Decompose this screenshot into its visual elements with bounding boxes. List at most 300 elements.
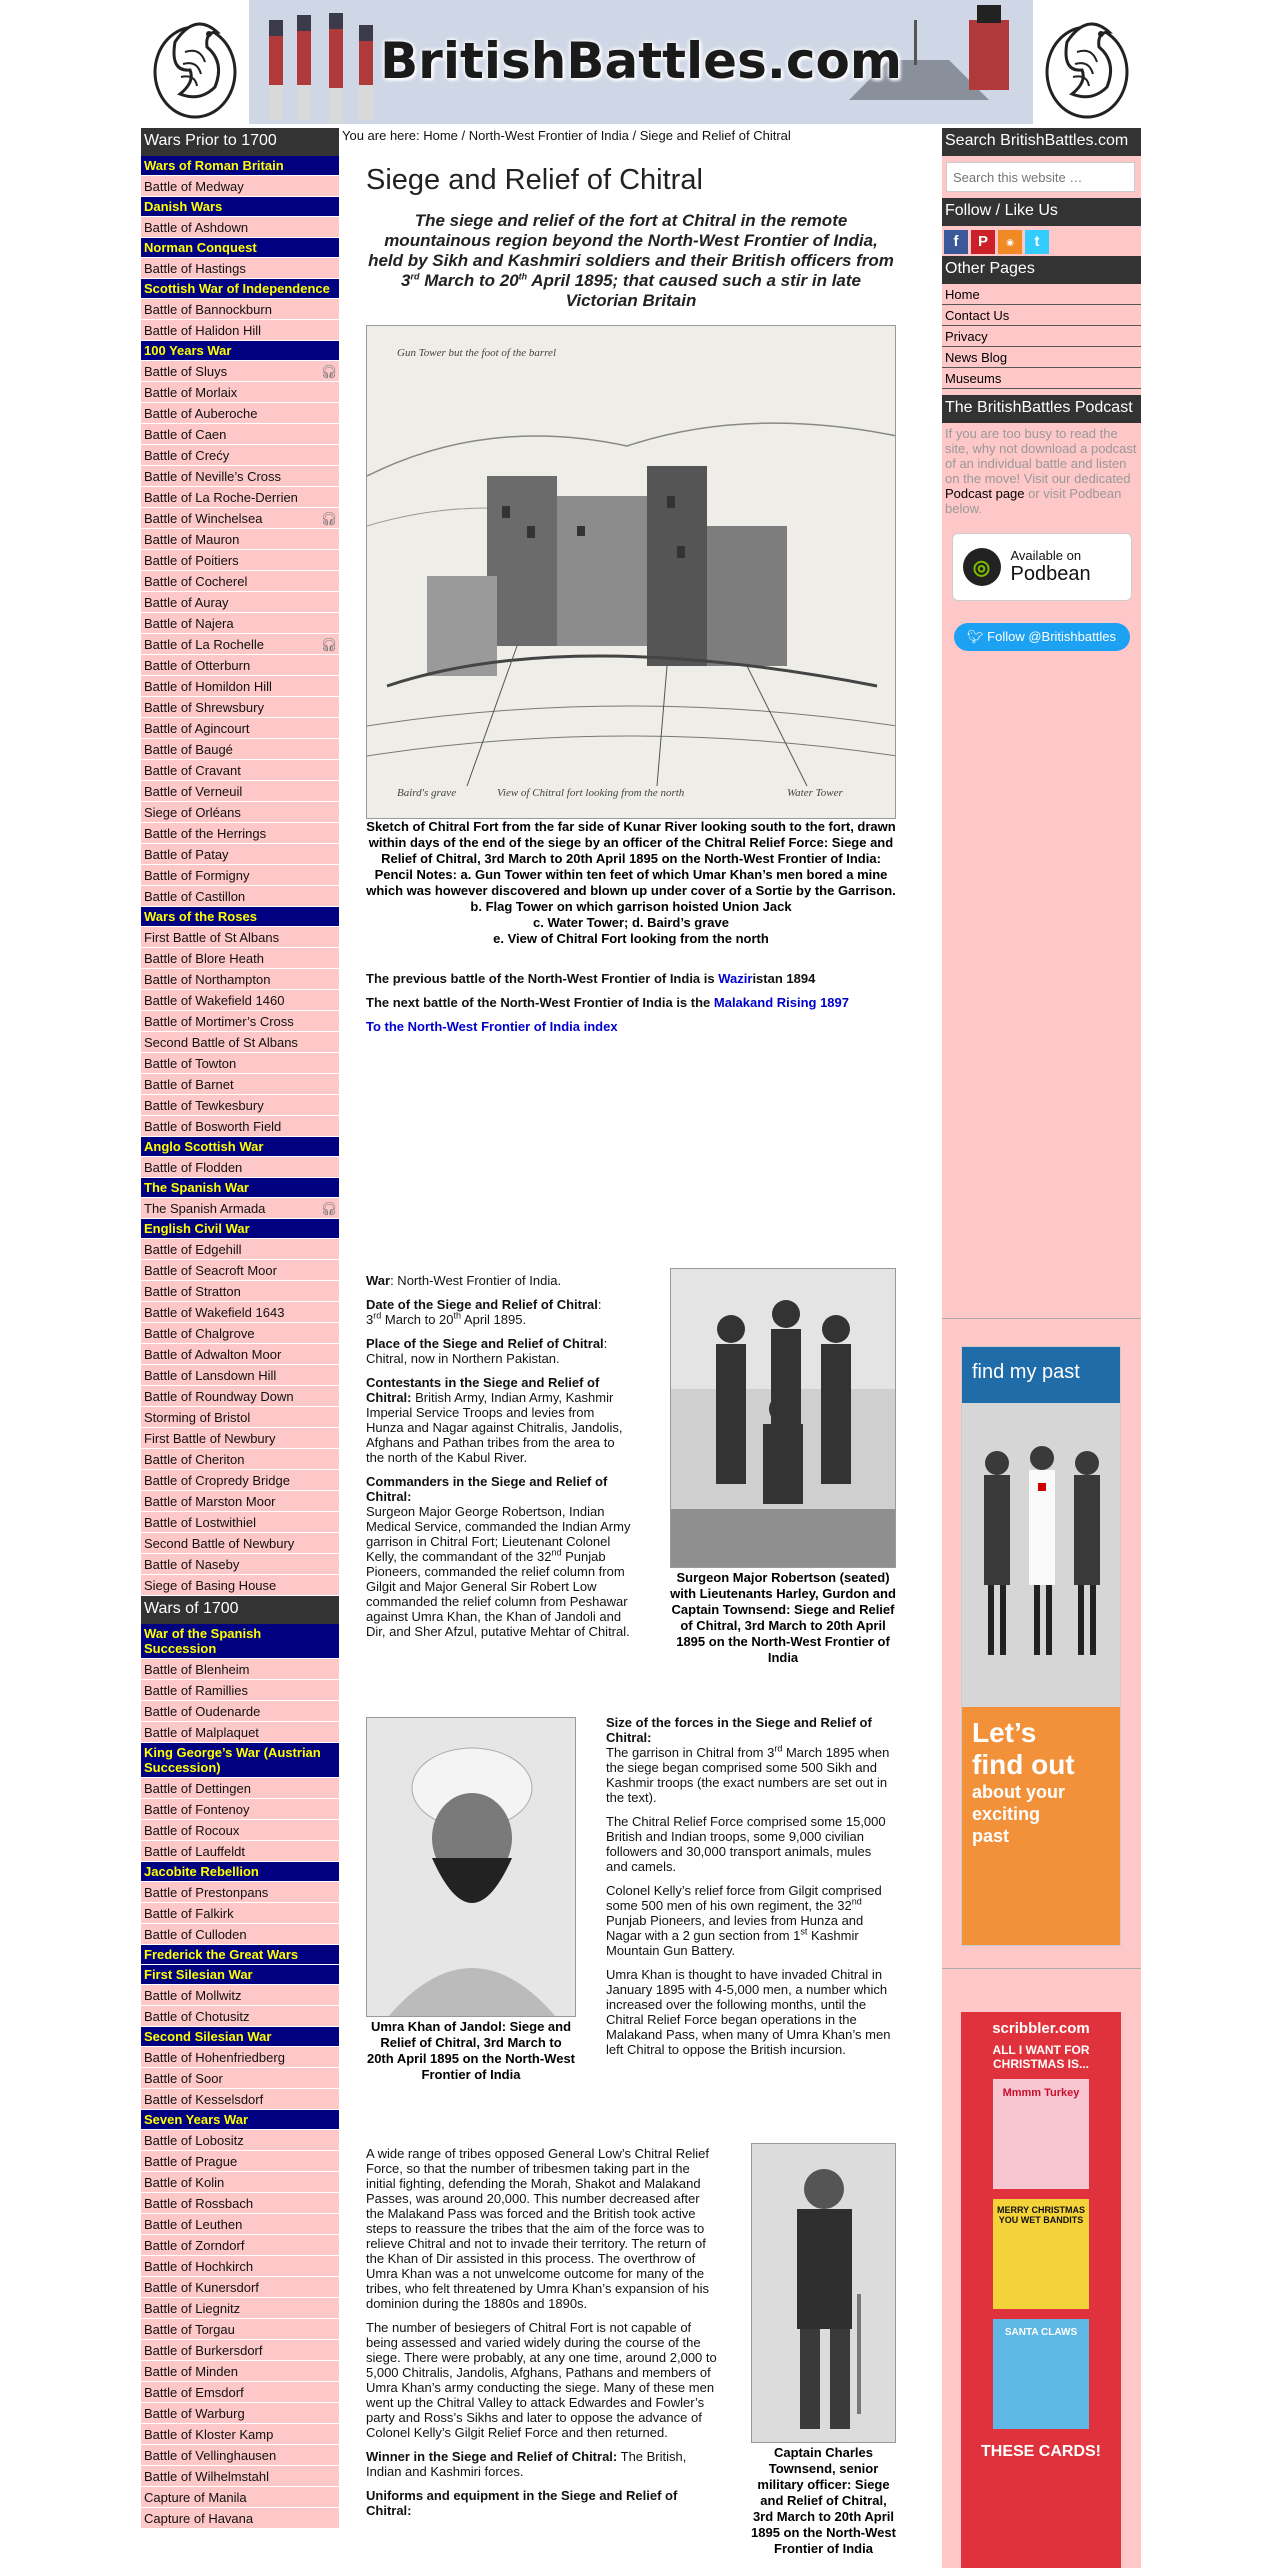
nav-war-group — [141, 156, 339, 176]
size-sup: st — [800, 1926, 808, 1937]
nav-label: Battle of Tewkesbury — [144, 1098, 264, 1113]
nav-battle-link[interactable] — [141, 424, 339, 445]
nav-label: English Civil War — [144, 1221, 250, 1236]
podcast-text — [942, 423, 1141, 519]
nav-battle-link[interactable] — [141, 969, 339, 990]
nav-battle-link[interactable] — [141, 739, 339, 760]
nav-label: Battle of Neville’s Cross — [144, 469, 282, 484]
nav-battle-link[interactable] — [141, 1053, 339, 1074]
nav-battle-link[interactable] — [141, 948, 339, 969]
ad1-line: past — [972, 1826, 1010, 1846]
nav-label: Battle of Wakefield 1460 — [144, 993, 285, 1008]
pencil-note: View of Chitral fort looking from the north — [497, 787, 685, 799]
nav-battle-link[interactable] — [141, 2089, 339, 2110]
commanders-sup: nd — [551, 1547, 562, 1558]
women-walking-image — [962, 1403, 1120, 1707]
nav-battle-link[interactable] — [141, 1799, 339, 1820]
right-sidebar — [942, 128, 1141, 2568]
nav-battle-link[interactable] — [141, 508, 339, 529]
next-text: The next battle of the North-West Frontier of India is the — [366, 995, 714, 1010]
nav-battle-link[interactable] — [141, 2151, 339, 2172]
podcast-page-link[interactable]: Podcast page — [945, 486, 1025, 501]
nav-battle-link[interactable] — [141, 1841, 339, 1862]
nav-battle-link[interactable] — [141, 550, 339, 571]
nav-battle-link[interactable] — [141, 1428, 339, 1449]
other-pages-heading: Other Pages — [942, 256, 1141, 284]
nav-battle-link[interactable] — [141, 2256, 339, 2277]
commanders-label: Commanders in the Siege and Relief of Chitral: — [366, 1474, 608, 1504]
nav-label: Battle of Rocoux — [144, 1823, 240, 1838]
nav-battle-link[interactable] — [141, 760, 339, 781]
nav-label: Battle of Winchelsea — [144, 511, 263, 526]
nav-battle-link[interactable] — [141, 176, 339, 197]
tribes-section — [366, 2146, 721, 2527]
nav-label: Battle of Cheriton — [144, 1452, 245, 1467]
other-page-privacy[interactable]: Privacy — [942, 326, 1141, 347]
nav-battle-link[interactable] — [141, 2424, 339, 2445]
nav-label: Battle of Lansdown Hill — [144, 1368, 277, 1383]
podcast-heading: The BritishBattles Podcast — [942, 395, 1141, 423]
nav-battle-link[interactable] — [141, 2172, 339, 2193]
twitter-icon[interactable]: t — [1025, 230, 1049, 254]
nav-battle-link[interactable] — [141, 571, 339, 592]
nav-label: Battle of Auray — [144, 595, 229, 610]
pencil-note: Gun Tower but the foot of the barrel — [397, 347, 556, 359]
nav-battle-link[interactable] — [141, 466, 339, 487]
nav-label: Battle of Barnet — [144, 1077, 234, 1092]
social-icons — [942, 226, 1141, 256]
nav-war-group — [141, 238, 339, 258]
nav-battle-link[interactable] — [141, 258, 339, 279]
nav-label: Battle of Wakefield 1643 — [144, 1305, 285, 1320]
nav-battle-link[interactable] — [141, 865, 339, 886]
war-label: War — [366, 1273, 391, 1288]
size-text: Colonel Kelly’s relief force from Gilgit comprised some 500 men of his own regiment, the 32 — [606, 1883, 882, 1913]
nav-label: Battle of Marston Moor — [144, 1494, 276, 1509]
nav-label: Battle of Oudenarde — [144, 1704, 261, 1719]
nav-battle-link[interactable] — [141, 1533, 339, 1554]
podbean-badge[interactable] — [952, 533, 1132, 601]
nav-battle-link[interactable] — [141, 529, 339, 550]
other-page-home[interactable]: Home — [942, 284, 1141, 305]
nav-label: Battle of Lauffeldt — [144, 1844, 245, 1859]
prev-text: The previous battle of the North-West Frontier of India is — [366, 971, 719, 986]
nav-battle-link[interactable] — [141, 1985, 339, 2006]
nav-battle-link[interactable] — [141, 2068, 339, 2089]
nav-label: Battle of Najera — [144, 616, 234, 631]
article-lede — [366, 211, 896, 311]
site-header — [141, 0, 1141, 124]
nav-battle-link[interactable] — [141, 781, 339, 802]
ad1-line: exciting — [972, 1804, 1041, 1824]
nav-war-group — [141, 1137, 339, 1157]
nav-label: Siege of Orléans — [144, 805, 241, 820]
nav-label: Battle of Hastings — [144, 261, 246, 276]
nav-label: 100 Years War — [144, 343, 232, 358]
nav-battle-link[interactable] — [141, 1820, 339, 1841]
nav-battle-link[interactable] — [141, 655, 339, 676]
nav-label: Anglo Scottish War — [144, 1139, 264, 1154]
size-sup: rd — [774, 1743, 783, 1754]
nav-war-group — [141, 1624, 339, 1659]
facebook-icon[interactable]: f — [944, 230, 968, 254]
size-text: Punjab Pioneers, and levies from Hunza and Nagar with a 2 gun section from 1 — [606, 1913, 864, 1943]
nav-battle-link[interactable] — [141, 2006, 339, 2027]
nav-war-group — [141, 2027, 339, 2047]
nav-battle-link[interactable] — [141, 1302, 339, 1323]
nav-battle-link[interactable] — [141, 802, 339, 823]
other-page-museums[interactable]: Museums — [942, 368, 1141, 389]
nav-battle-link[interactable] — [141, 382, 339, 403]
townsend-photo-block — [751, 2143, 896, 2557]
nav-battle-link[interactable] — [141, 2047, 339, 2068]
nav-battle-link[interactable] — [141, 2466, 339, 2487]
nav-label: First Battle of Newbury — [144, 1431, 276, 1446]
ad2-line: CHRISTMAS IS... — [992, 2057, 1089, 2071]
nav-war-group — [141, 907, 339, 927]
nav-label: Battle of Mollwitz — [144, 1988, 242, 2003]
nav-battle-link[interactable] — [141, 2340, 339, 2361]
nav-label: Battle of Verneuil — [144, 784, 243, 799]
other-page-contact[interactable]: Contact Us — [942, 305, 1141, 326]
search-box — [942, 156, 1141, 198]
nav-battle-link[interactable] — [141, 927, 339, 948]
nav-label: Wars of Roman Britain — [144, 158, 284, 173]
date-value: 3 — [366, 1312, 374, 1327]
nav-battle-link[interactable] — [141, 1722, 339, 1743]
nav-label: Battle of Homildon Hill — [144, 679, 272, 694]
nav-battle-link[interactable] — [141, 487, 339, 508]
nav-label: Battle of Crećy — [144, 448, 230, 463]
size-text: The Chitral Relief Force comprised some 15,000 British and Indian troops, some 9,000 civilian followers and 30,000 transport animals, mules and camels. — [606, 1814, 886, 1874]
nav-battle-link[interactable] — [141, 823, 339, 844]
nav-label: Battle of Prague — [144, 2154, 238, 2169]
nav-label: Battle of Chotusitz — [144, 2009, 250, 2024]
nav-label: Capture of Havana — [144, 2511, 254, 2526]
size-label: Size of the forces in the Siege and Relief of Chitral: — [606, 1715, 872, 1745]
nav-battle-link[interactable] — [141, 1680, 339, 1701]
nav-battle-link[interactable] — [141, 1778, 339, 1799]
headphones-icon: 🎧︎ — [320, 364, 337, 379]
ad1-line: find out — [972, 1749, 1075, 1780]
nav-label: Battle of Baugé — [144, 742, 233, 757]
nav-battle-link[interactable] — [141, 2445, 339, 2466]
breadcrumb-home-link[interactable]: Home — [423, 128, 458, 143]
nav-battle-link[interactable] — [141, 1281, 339, 1302]
nav-battle-link[interactable] — [141, 990, 339, 1011]
nav-battle-link[interactable] — [141, 299, 339, 320]
nav-label: Battle of Culloden — [144, 1927, 247, 1942]
nav-label: Battle of Caen — [144, 427, 227, 442]
nav-label: Battle of Halidon Hill — [144, 323, 262, 338]
place-label: Place of the Siege and Relief of Chitral — [366, 1336, 604, 1351]
other-page-news-blog[interactable]: News Blog — [942, 347, 1141, 368]
caption-line: Sketch of Chitral Fort from the far side of Kunar River looking south to the fort, drawn within days of the end of the siege by an officer of the Chitral Relief Force: Siege and Relief of Chitral, 3rd March to 20th April 1895 on the North-West Frontier of India: — [366, 819, 896, 866]
townsend-caption: Captain Charles Townsend, senior military officer: Siege and Relief of Chitral, 3rd March to 20th April 1895 on the North-West Frontier of India — [751, 2445, 896, 2556]
nav-battle-link[interactable] — [141, 2277, 339, 2298]
nav-label: Battle of Cropredy Bridge — [144, 1473, 290, 1488]
nav-battle-link[interactable] — [141, 1882, 339, 1903]
findmypast-photo — [962, 1403, 1120, 1707]
nav-label: Battle of Otterburn — [144, 658, 251, 673]
nav-label: Battle of Torgau — [144, 2322, 235, 2337]
header-banner[interactable] — [249, 0, 1033, 124]
date-value: April 1895. — [461, 1312, 527, 1327]
nav-battle-link[interactable] — [141, 217, 339, 238]
nav-label: Siege of Basing House — [144, 1578, 277, 1593]
scribbler-logo: scribbler.com — [992, 2020, 1090, 2037]
frontier-index-link[interactable]: To the North-West Frontier of India index — [366, 1019, 618, 1034]
nav-battle-link[interactable] — [141, 2382, 339, 2403]
nav-war-group — [141, 2110, 339, 2130]
nav-label: Battle of Flodden — [144, 1160, 243, 1175]
nav-label: Battle of Ramillies — [144, 1683, 249, 1698]
nav-battle-link[interactable] — [141, 1260, 339, 1281]
breadcrumb — [340, 128, 941, 146]
nav-label: Scottish War of Independence — [144, 281, 330, 296]
nav-battle-link[interactable] — [141, 320, 339, 341]
nav-battle-link[interactable] — [141, 1512, 339, 1533]
caption-line: Pencil Notes: a. Gun Tower within ten feet of which Umar Khan’s men bored a mine which was however discovered and blown up under cover of a Sortie by the Garrison. — [366, 867, 896, 898]
nav-battle-link[interactable] — [141, 2214, 339, 2235]
twitter-follow-label: Follow @Britishbattles — [987, 629, 1116, 644]
nav-battle-link[interactable] — [141, 1239, 339, 1260]
battle-facts: War: North-West Frontier of India. Date of the Siege and Relief of Chitral: 3rd March to 20th April 1895. Place of the Siege and Relief of Chitral: Chitral, now in Northern Pakistan. Contestants in the Siege and Relief of Chitral: British Army, Indian Army, Kashmir Imperial Service Troops and levies from Hunza and Nagar against Chitralis, Jandolis, Afghans and Pathan tribes from the area to the north of the Kabul River. Commanders in the Siege and Relief of Chitral: Surgeon Major George Robertson, Indian Medical Service, commanded the Indian Army garrison in Chitral Fort; Lieutenant Colonel Kelly, the commandant of the 32nd Punjab Pioneers, commanded the relief column from Gilgit and Major General Sir Robert Low commanded the relief column from Peshawar against Umra Khan, the Khan of Jandoli and Dir, and Sher Afzul, putative Mehtar of Chitral. — [366, 1273, 631, 1639]
nav-battle-link[interactable] — [141, 2193, 339, 2214]
breadcrumb-separator: / — [628, 128, 640, 143]
nav-label: Storming of Bristol — [144, 1410, 251, 1425]
officers-photo-caption: Surgeon Major Robertson (seated) with Lieutenants Harley, Gurdon and Captain Townsend: Siege and Relief of Chitral, 3rd March to 20th April 1895 on the North-West Frontier of India — [670, 1570, 896, 1665]
nav-battle-link[interactable] — [141, 1659, 339, 1680]
nav-battle-link[interactable] — [141, 1074, 339, 1095]
podbean-icon: ◎ — [963, 548, 1001, 586]
search-input[interactable] — [946, 162, 1135, 192]
lede-sup: th — [518, 271, 528, 282]
nav-battle-link[interactable] — [141, 445, 339, 466]
nav-battle-link[interactable] — [141, 718, 339, 739]
nav-battle-link[interactable] — [141, 403, 339, 424]
nav-label: Battle of Medway — [144, 179, 244, 194]
nav-battle-link[interactable] — [141, 676, 339, 697]
nav-label: Battle of Auberoche — [144, 406, 258, 421]
forces-size-section — [606, 1715, 896, 2066]
townsend-portrait — [752, 2144, 896, 2443]
nav-battle-link[interactable] — [141, 1386, 339, 1407]
date-sup: rd — [373, 1310, 382, 1321]
nav-battle-link[interactable] — [141, 1157, 339, 1178]
nav-label: Battle of Lobositz — [144, 2133, 244, 2148]
nav-label: Battle of Seacroft Moor — [144, 1263, 277, 1278]
nav-battle-link[interactable] — [141, 1344, 339, 1365]
nav-battle-link[interactable] — [141, 1011, 339, 1032]
nav-battle-link[interactable] — [141, 697, 339, 718]
nav-label: Battle of Kesselsdorf — [144, 2092, 264, 2107]
ad1-line: Let’s — [972, 1717, 1037, 1748]
nav-war-group — [141, 197, 339, 217]
nav-label: Wars of the Roses — [144, 909, 257, 924]
size-text: Umra Khan is thought to have invaded Chitral in January 1895 with 4-5,000 men, a number which increased over the following months, until the Chitral Relief Force began operations in the Malakand Pass, when many of Umra Khan’s men left Chitral to oppose the British incursion. — [606, 1967, 891, 2057]
nav-battle-link[interactable] — [141, 1903, 339, 1924]
nav-label: Battle of Kunersdorf — [144, 2280, 259, 2295]
nav-label: Battle of Shrewsbury — [144, 700, 264, 715]
nav-label: Battle of Kloster Kamp — [144, 2427, 274, 2442]
site-title: BritishBattles.com — [380, 32, 902, 90]
commanders-value: Surgeon Major George Robertson, Indian Medical Service, commanded the Indian Army garrison in Chitral Fort; Lieutenant Colonel Kelly, the commandant of the 32 — [366, 1504, 631, 1564]
breadcrumb-prefix: You are here: — [342, 128, 424, 143]
nav-war-group — [141, 341, 339, 361]
nav-label: Second Silesian War — [144, 2029, 272, 2044]
size-text: March 1895 when the siege began comprised some 500 Sikh and Kashmir troops (the exact numbers are set out in the text). — [606, 1745, 890, 1805]
place-value: Chitral, now in Northern Pakistan. — [366, 1351, 560, 1366]
other-pages-list — [942, 284, 1141, 389]
twitter-follow-button[interactable] — [954, 623, 1130, 651]
pencil-note: Water Tower — [787, 787, 843, 799]
nav-battle-link[interactable] — [141, 592, 339, 613]
nav-battle-link[interactable] — [141, 1701, 339, 1722]
podbean-big-text: Podbean — [1010, 563, 1091, 585]
nav-section-heading — [141, 1596, 339, 1624]
nav-label: Wars Prior to 1700 — [144, 132, 277, 149]
pinterest-icon[interactable]: P — [971, 230, 995, 254]
nav-label: Battle of Morlaix — [144, 385, 238, 400]
nav-label: Battle of Mortimer’s Cross — [144, 1014, 294, 1029]
nav-label: Battle of Prestonpans — [144, 1885, 269, 1900]
contestants-value: British Army, Indian Army, Kashmir Imperial Service Troops and levies from Hunza and Nagar against Chitralis, Jandolis, Afghans and Pathan tribes from the area to the north of the Kabul River. — [366, 1390, 623, 1465]
nav-battle-link[interactable] — [141, 634, 339, 655]
nav-label: Norman Conquest — [144, 240, 257, 255]
nav-battle-link[interactable] — [141, 1095, 339, 1116]
nav-battle-link[interactable] — [141, 2235, 339, 2256]
twitter-bird-icon: 🐦︎ — [967, 629, 988, 644]
nav-label: War of the Spanish Succession — [144, 1626, 262, 1656]
nav-battle-link[interactable] — [141, 1365, 339, 1386]
nav-label: King George’s War (Austrian Succession) — [144, 1745, 321, 1775]
nav-battle-link[interactable] — [141, 2487, 339, 2508]
war-value: : North-West Frontier of India. — [390, 1273, 562, 1288]
nav-label: Battle of Malplaquet — [144, 1725, 259, 1740]
nav-battle-link[interactable] — [141, 2508, 339, 2529]
nav-label: Battle of Falkirk — [144, 1906, 234, 1921]
nav-label: Battle of Roundway Down — [144, 1389, 294, 1404]
findmypast-tagline — [962, 1707, 1120, 1946]
next-battle — [366, 995, 896, 1010]
nav-label: Battle of Wilhelmstahl — [144, 2469, 269, 2484]
nav-label: First Silesian War — [144, 1967, 253, 1982]
officers-photo-image — [670, 1268, 896, 1568]
nav-label: Battle of Cravant — [144, 763, 241, 778]
nav-battle-link[interactable] — [141, 2361, 339, 2382]
nav-battle-link[interactable] — [141, 1407, 339, 1428]
umra-khan-photo-image — [366, 1717, 576, 2017]
scribbler-ad[interactable] — [961, 2012, 1121, 2568]
previous-battle — [366, 971, 896, 986]
umra-khan-portrait — [367, 1718, 576, 2017]
search-heading: Search BritishBattles.com — [942, 128, 1141, 156]
nav-battle-link[interactable] — [141, 844, 339, 865]
nav-label: Battle of Castillon — [144, 889, 246, 904]
nav-battle-link[interactable] — [141, 1554, 339, 1575]
nav-war-group — [141, 1862, 339, 1882]
nav-label: Wars of 1700 — [144, 1600, 239, 1617]
previous-battle-link[interactable]: Wazir — [718, 971, 753, 986]
nav-battle-link[interactable] — [141, 1198, 339, 1219]
article — [366, 148, 896, 2556]
findmypast-logo: find my past — [962, 1347, 1120, 1403]
nav-battle-link[interactable] — [141, 1449, 339, 1470]
nav-label: Battle of Patay — [144, 847, 229, 862]
card-santa-claws: SANTA CLAWS — [993, 2319, 1089, 2429]
index-link-row — [366, 1019, 896, 1034]
nav-battle-link[interactable] — [141, 2130, 339, 2151]
nav-battle-link[interactable] — [141, 361, 339, 382]
nav-battle-link[interactable] — [141, 2403, 339, 2424]
nav-label: Battle of Blenheim — [144, 1662, 250, 1677]
nav-battle-link[interactable] — [141, 1491, 339, 1512]
headphones-icon: 🎧︎ — [320, 637, 337, 652]
nav-label: The Spanish War — [144, 1180, 249, 1195]
nav-label: Battle of Mauron — [144, 532, 240, 547]
townsend-photo-image — [751, 2143, 896, 2443]
nav-battle-link[interactable] — [141, 2319, 339, 2340]
nav-battle-link[interactable] — [141, 886, 339, 907]
nav-label: Battle of Leuthen — [144, 2217, 243, 2232]
date-label: Date of the Siege and Relief of Chitral — [366, 1297, 598, 1312]
nav-label: First Battle of St Albans — [144, 930, 280, 945]
nav-battle-link[interactable] — [141, 1924, 339, 1945]
size-text: Kashmir Mountain Gun Battery. — [606, 1928, 859, 1958]
nav-label: Battle of Towton — [144, 1056, 237, 1071]
main-content — [340, 128, 941, 2556]
breadcrumb-section-link[interactable]: North-West Frontier of India — [468, 128, 629, 143]
crest-left-logo — [141, 0, 249, 124]
date-value: March to 20 — [381, 1312, 454, 1327]
next-battle-link[interactable]: Malakand Rising 1897 — [713, 995, 850, 1010]
nav-label: Battle of Formigny — [144, 868, 250, 883]
nav-label: Battle of Fontenoy — [144, 1802, 250, 1817]
rss-icon[interactable]: ◉ — [998, 230, 1022, 254]
nav-battle-link[interactable] — [141, 1575, 339, 1596]
nav-label: Jacobite Rebellion — [144, 1864, 259, 1879]
nav-label: Battle of Soor — [144, 2071, 223, 2086]
nav-label: Battle of Ashdown — [144, 220, 249, 235]
headphones-icon: 🎧︎ — [320, 511, 337, 526]
nav-battle-link[interactable] — [141, 1032, 339, 1053]
nav-battle-link[interactable] — [141, 2298, 339, 2319]
besiegers-paragraph: The number of besiegers of Chitral Fort is not capable of being assessed and varied widely during the course of the siege. There were probably, at any one time, around 2,000 to 5,000 Chitralis, Jandolis, Afghans, Pathans and members of Umra Khan’s army conducting the siege. Many of these men went up the Chitral Valley to attack Edwardes and Fowler’s party and Ross’s Sikhs and later to oppose the advance of Colonel Kelly’s Gilgit Relief Force and then returned. — [366, 2320, 717, 2440]
headphones-icon: 🎧︎ — [320, 1201, 337, 1216]
nav-label: Frederick the Great Wars — [144, 1947, 299, 1962]
nav-battle-link[interactable] — [141, 1116, 339, 1137]
date-sup: th — [453, 1310, 462, 1321]
nav-label: Battle of the Herrings — [144, 826, 267, 841]
lede-text: April 1895; that caused such a stir in late Victorian Britain — [527, 271, 861, 310]
nav-battle-link[interactable] — [141, 613, 339, 634]
nav-battle-link[interactable] — [141, 1323, 339, 1344]
nav-label: Second Battle of Newbury — [144, 1536, 295, 1551]
findmypast-ad[interactable] — [961, 1346, 1121, 1946]
winner-value: The British, Indian and Kashmiri forces. — [366, 2449, 687, 2479]
dragon-crest-icon — [1037, 2, 1137, 122]
nav-war-group — [141, 1178, 339, 1198]
nav-war-group — [141, 1219, 339, 1239]
nav-label: Battle of Lostwithiel — [144, 1515, 257, 1530]
uniforms-label: Uniforms and equipment in the Siege and Relief of Chitral: — [366, 2488, 678, 2518]
nav-battle-link[interactable] — [141, 1470, 339, 1491]
nav-label: Battle of Bannockburn — [144, 302, 272, 317]
lede-text: March to 20 — [419, 271, 519, 290]
nav-label: Battle of Chalgrove — [144, 1326, 255, 1341]
podcast-text-a: If you are too busy to read the site, why not download a podcast of an individual battle and listen on the move! Visit our dedicated — [945, 426, 1137, 486]
